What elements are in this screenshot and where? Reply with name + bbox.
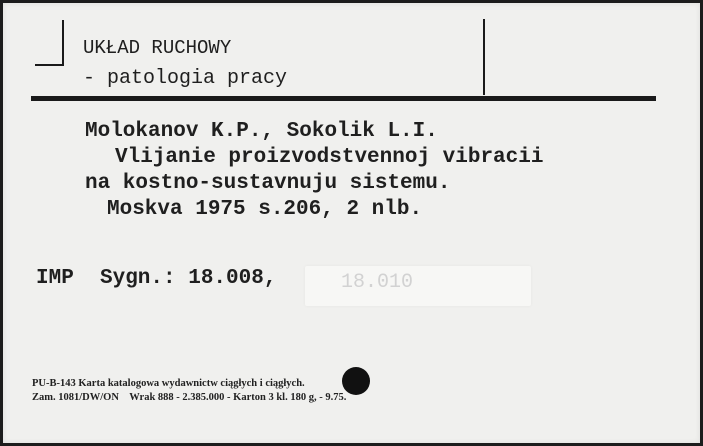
title-line-1: Vlijanie proizvodstvennoj vibracii — [115, 146, 544, 169]
signature-line: Sygn.: 18.008, — [100, 267, 277, 290]
subject-subheading: - patologia pracy — [83, 67, 288, 90]
printer-imprint-line-2: Zam. 1081/DW/ON Wrak 888 - 2.385.000 - Karton 3 kl. 180 g, - 9.75. — [32, 392, 347, 403]
catalog-card — [3, 3, 700, 443]
imprint-line: Moskva 1975 s.206, 2 nlb. — [107, 198, 423, 221]
library-code: IMP — [36, 267, 74, 290]
card-header-rule — [31, 96, 656, 101]
heading-right-divider — [483, 19, 485, 95]
heading-box-left-border — [62, 20, 64, 66]
correction-patch — [305, 266, 531, 306]
author-line: Molokanov K.P., Sokolik L.I. — [85, 120, 438, 143]
subject-heading: UKŁAD RUCHOWY — [83, 37, 232, 59]
card-punch-hole — [342, 367, 370, 395]
printer-imprint-line-1: PU-B-143 Karta katalogowa wydawnictw ciągłych i ciągłych. — [32, 378, 305, 389]
faint-stamp-number: 18.010 — [341, 271, 414, 294]
heading-box-underline — [35, 64, 64, 66]
title-line-2: na kostno-sustavnuju sistemu. — [85, 172, 451, 195]
